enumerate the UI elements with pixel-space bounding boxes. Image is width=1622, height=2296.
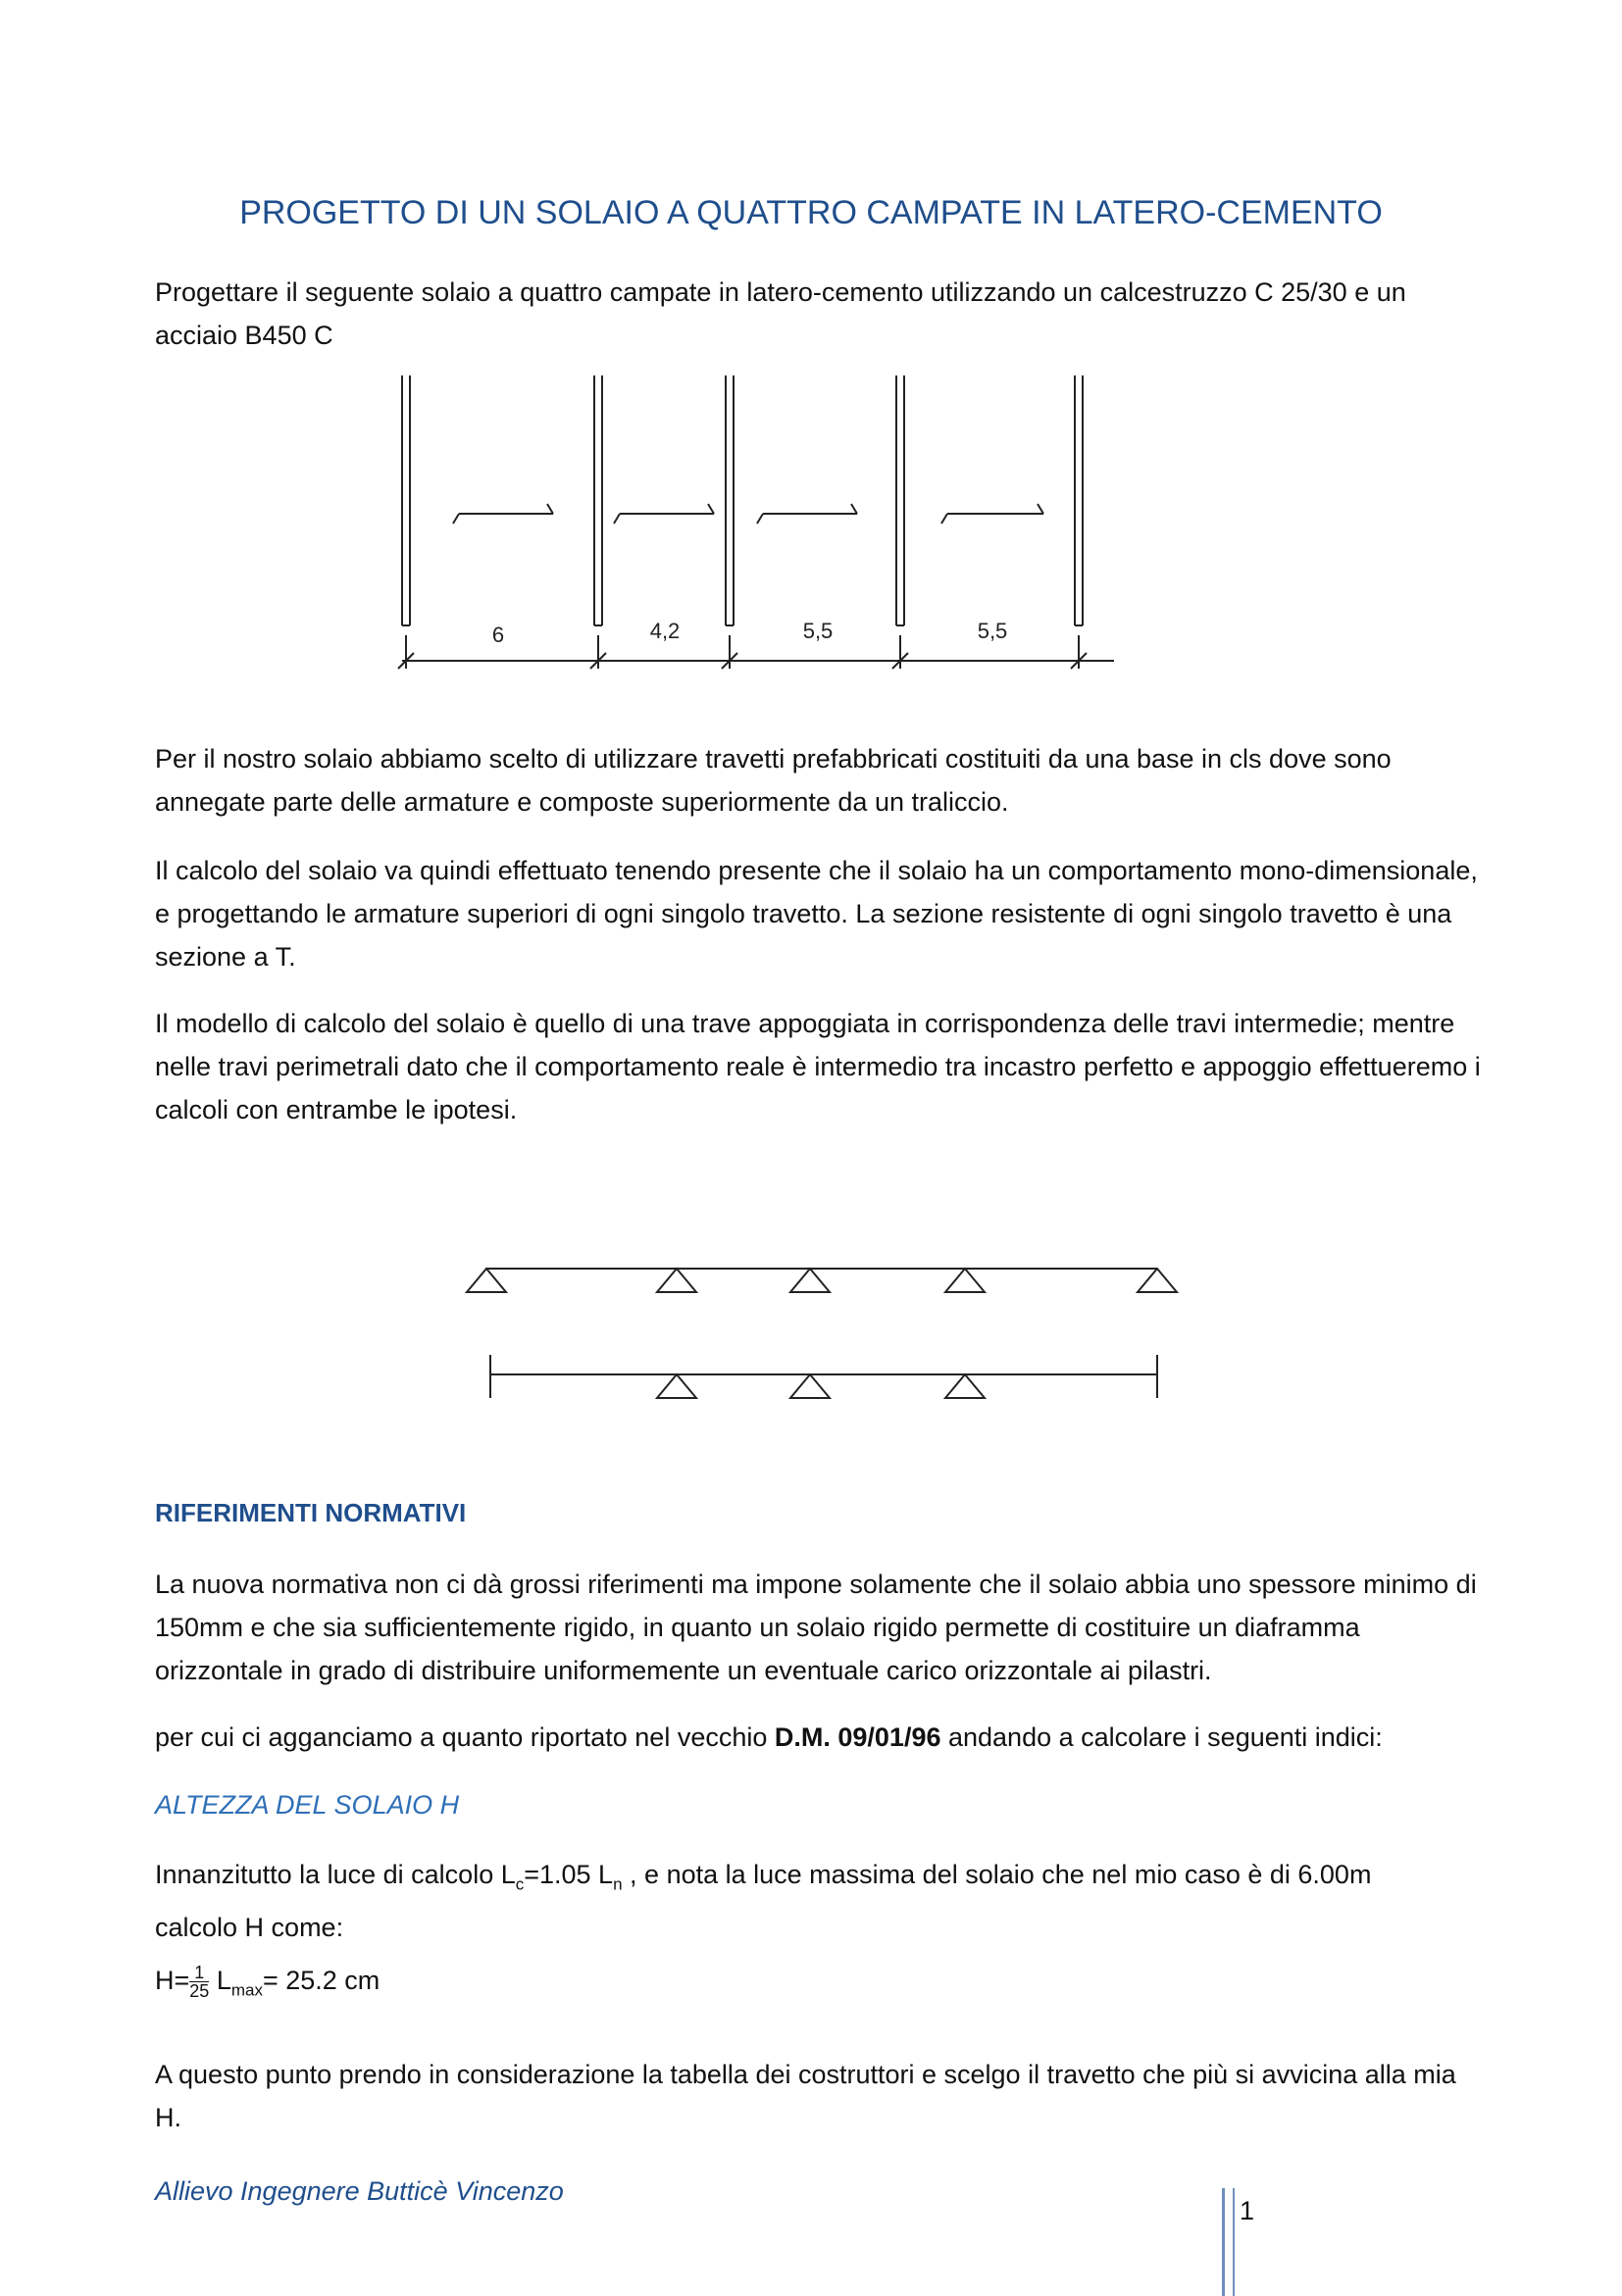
paragraph-span-calc: Innanzitutto la luce di calcolo $L_c=1.05$ $L_n$ , e nota la luce massima del solaio che nel mio caso è di 6.00m calcolo H come:	[155, 1860, 1372, 1943]
span-label-2: 4,2	[649, 619, 681, 643]
beam-5	[1075, 375, 1083, 625]
span-label-4: 5,5	[977, 619, 1008, 643]
page-title: PROGETTO DI UN SOLAIO A QUATTRO CAMPATE IN LATERO-CEMENTO	[239, 194, 1383, 231]
joist-direction-2	[614, 504, 714, 524]
paragraph-regulation: La nuova normativa non ci dà grossi riferimenti ma impone solamente che il solaio abbia uno spessore minimo di 150mm e che sia sufficientemente rigido, in quanto un solaio rigido permette di costituire un diaframma orizzontale in grado di distribuire uniformemente un eventuale carico orizzontale ai pilastri.	[155, 1570, 1477, 1685]
beam-4	[896, 375, 904, 625]
section-heading: RIFERIMENTI NORMATIVI	[155, 1498, 467, 1527]
paragraph-calculation: Il calcolo del solaio va quindi effettuato tenendo presente che il solaio ha un comportamento mono-dimensionale, e progettando le armature superiori di ogni singolo travetto. La sezione resistente di ogni singolo travetto è una sezione a T.	[155, 856, 1478, 972]
static-scheme-diagram	[451, 1249, 1196, 1406]
subheading-height: ALTEZZA DEL SOLAIO H	[155, 1790, 460, 1820]
floor-plan-diagram	[392, 371, 1118, 684]
joist-direction-1	[453, 504, 553, 524]
footer-author: Allievo Ingegnere Butticè Vincenzo	[155, 2176, 564, 2206]
span-label-1: 6	[491, 623, 505, 647]
span-label-3: 5,5	[802, 619, 834, 643]
intro-paragraph	[155, 271, 1489, 357]
beam-2	[594, 375, 602, 625]
paragraph-model: Il modello di calcolo del solaio è quello di una trave appoggiata in corrispondenza delle travi intermedie; mentre nelle travi perimetrali dato che il comportamento reale è intermedio tra incastro perfetto e appoggio effettueremo i calcoli con entrambe le ipotesi.	[155, 1009, 1481, 1124]
fraction: $\frac{1}{25}$	[189, 1963, 210, 2002]
beam-1	[402, 375, 410, 625]
joist-direction-4	[941, 504, 1043, 524]
dm-reference: D.M. 09/01/96	[774, 1722, 941, 1752]
joist-direction-3	[757, 504, 857, 524]
paragraph-dm-reference: per cui ci agganciamo a quanto riportato nel vecchio D.M. 09/01/96 andando a calcolare i seguenti indici:	[155, 1722, 1383, 1752]
page-number: 1	[1240, 2196, 1255, 2225]
beam-3	[726, 375, 734, 625]
intro-line-2: acciaio B450 C	[155, 321, 333, 350]
paragraph-joists: Per il nostro solaio abbiamo scelto di utilizzare travetti prefabbricati costituiti da una base in cls dove sono annegate parte delle armature e composte superiormente da un traliccio.	[155, 744, 1392, 817]
fixed-end-beam	[490, 1355, 1157, 1398]
simply-supported-beam	[467, 1269, 1177, 1292]
page-number-bar	[1222, 2188, 1235, 2296]
paragraph-table: A questo punto prendo in considerazione la tabella dei costruttori e scelgo il travetto che più si avvicina alla mia H.	[155, 2060, 1456, 2132]
intro-line-1: Progettare il seguente solaio a quattro campate in latero-cemento utilizzando un calcestruzzo C 25/30 e un	[155, 277, 1406, 307]
height-formula: H= $\frac{1}{25}$ $L_{max}= 25.2$ cm	[155, 1963, 380, 2002]
